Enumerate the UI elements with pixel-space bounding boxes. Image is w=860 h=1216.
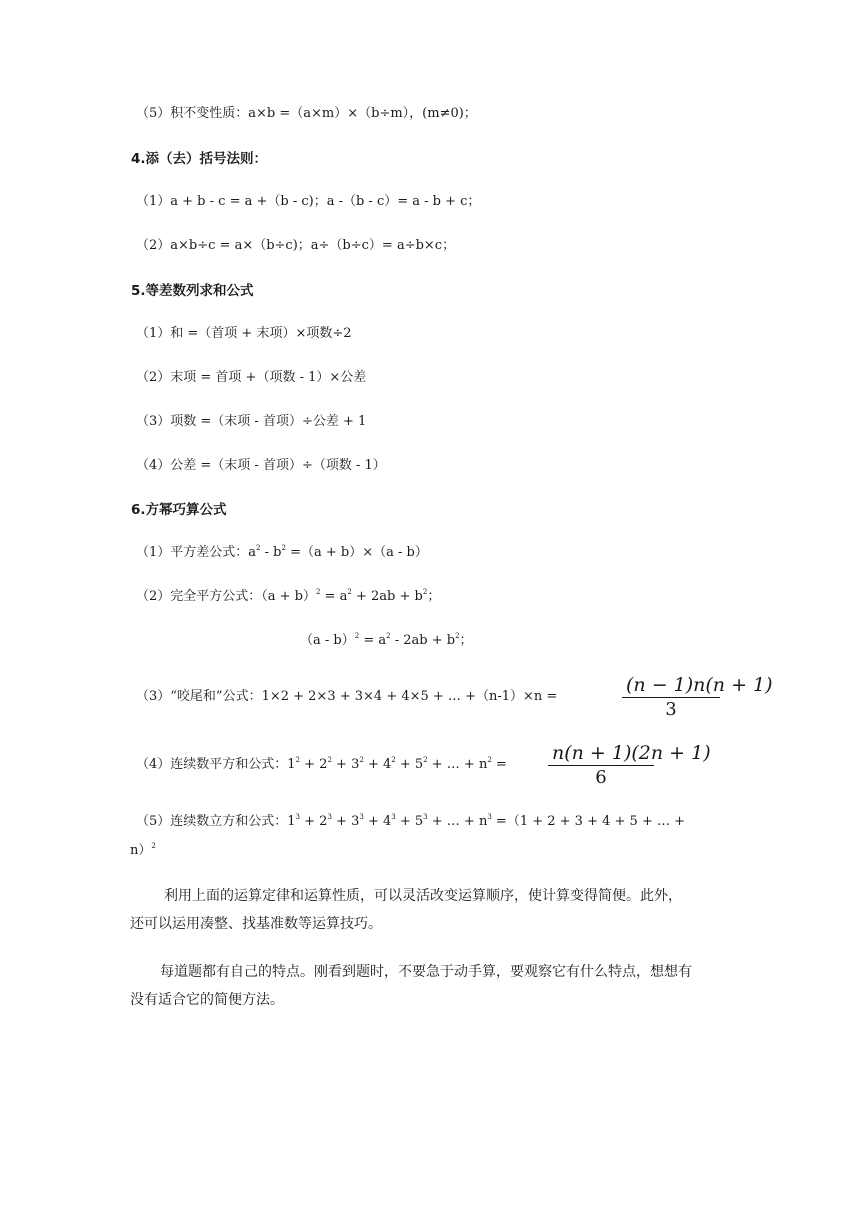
exponent: 2 [354, 632, 360, 640]
exponent: 3 [391, 813, 396, 821]
formula-text: ； [459, 633, 473, 648]
line-series-sum: （1）和 =（首项 + 末项）×项数÷2 [136, 326, 352, 341]
line-bite-tail-sum: （3）“咬尾和”公式：1×2 + 2×3 + 3×4 + 4×5 + … +（n-1）×n = [136, 689, 558, 704]
line-series-term-count: （3）项数 =（末项 - 首项）÷公差 + 1 [136, 414, 367, 429]
formula-text: （4）连续数平方和公式：1 [136, 757, 296, 772]
formula-text: =（1 + 2 + 3 + 4 + 5 + … + [491, 814, 685, 829]
exponent: 3 [359, 813, 364, 821]
exponent: 3 [295, 813, 301, 821]
exponent: 2 [455, 632, 460, 640]
fraction-denominator: 3 [665, 699, 677, 720]
formula-text: + 5 [395, 814, 424, 829]
heading-power-formulas: 6.方幂巧算公式 [131, 502, 227, 518]
formula-text: + 2 [300, 814, 328, 829]
formula-text: =（a + b）×（a - b） [285, 545, 428, 560]
paragraph-summary-line1: 利用上面的运算定律和运算性质，可以灵活改变运算顺序，使计算变得简便。此外， [164, 888, 682, 904]
line-sum-of-squares [136, 755, 507, 775]
formula-text: - b [260, 545, 282, 560]
formula-text: + … + n [427, 814, 488, 829]
line-parentheses-mul-div: （2）a×b÷c = a×（b÷c)；a÷（b÷c）= a÷b×c； [136, 238, 456, 253]
formula-text: + 5 [395, 757, 424, 772]
exponent: 2 [256, 544, 261, 552]
line-perfect-square-minus [300, 631, 473, 651]
exponent: 3 [327, 813, 332, 821]
formula-text: = a [320, 589, 348, 604]
line-sum-of-cubes-wrap [130, 841, 156, 861]
exponent: 2 [281, 544, 286, 552]
formula-text: + 4 [363, 814, 392, 829]
formula-text: + 2ab + b [351, 589, 423, 604]
fraction-bite-tail [622, 673, 773, 722]
exponent: 3 [423, 813, 428, 821]
formula-text: （5）连续数立方和公式：1 [136, 814, 296, 829]
exponent: 2 [422, 588, 428, 596]
formula-text: n） [130, 843, 152, 858]
exponent: 2 [386, 632, 391, 640]
formula-text: + 3 [331, 757, 360, 772]
fraction-numerator: n(n + 1)(2n + 1) [552, 742, 711, 764]
heading-parentheses-rule: 4.添（去）括号法则： [131, 151, 268, 167]
formula-text: ； [427, 589, 441, 604]
line-series-common-difference: （4）公差 =（末项 - 首项）÷（项数 - 1） [136, 458, 386, 473]
fraction-sum-of-squares [548, 741, 711, 790]
exponent: 2 [347, 588, 352, 596]
exponent: 2 [423, 756, 428, 764]
line-perfect-square-plus [136, 587, 440, 607]
exponent: 2 [316, 588, 321, 596]
formula-text: （1）平方差公式：a [136, 545, 257, 560]
formula-text: = a [359, 633, 387, 648]
paragraph-advice-line1: 每道题都有自己的特点。刚看到题时，不要急于动手算，要观察它有什么特点，想想有 [160, 964, 692, 980]
formula-text: （2）完全平方公式：（a + b） [136, 589, 317, 604]
exponent: 3 [487, 813, 492, 821]
paragraph-advice-line2: 没有适合它的简便方法。 [130, 992, 284, 1008]
exponent: 2 [295, 756, 301, 764]
exponent: 2 [391, 756, 396, 764]
line-difference-of-squares [136, 543, 428, 563]
formula-text: + 2 [300, 757, 328, 772]
formula-text: + 4 [363, 757, 392, 772]
heading-arithmetic-series: 5.等差数列求和公式 [131, 283, 254, 299]
line-sum-of-cubes [136, 812, 685, 832]
formula-text: + … + n [427, 757, 488, 772]
exponent: 2 [327, 756, 332, 764]
line-series-last-term: （2）末项 = 首项 +（项数 - 1）×公差 [136, 370, 367, 385]
formula-text: + 3 [331, 814, 360, 829]
formula-text: = [491, 757, 507, 772]
formula-text: （a - b） [300, 633, 355, 648]
line-product-invariance: （5）积不变性质：a×b =（a×m）×（b÷m），(m≠0)； [136, 106, 477, 121]
fraction-numerator: (n − 1)n(n + 1) [626, 674, 773, 696]
fraction-denominator: 6 [595, 767, 607, 788]
line-parentheses-add-sub: （1）a + b - c = a +（b - c)；a -（b - c）= a - b + c； [136, 194, 481, 209]
formula-text: - 2ab + b [390, 633, 456, 648]
paragraph-summary-line2: 还可以运用凑整、找基准数等运算技巧。 [130, 916, 382, 932]
exponent: 2 [151, 842, 156, 850]
exponent: 2 [487, 756, 492, 764]
exponent: 2 [359, 756, 364, 764]
